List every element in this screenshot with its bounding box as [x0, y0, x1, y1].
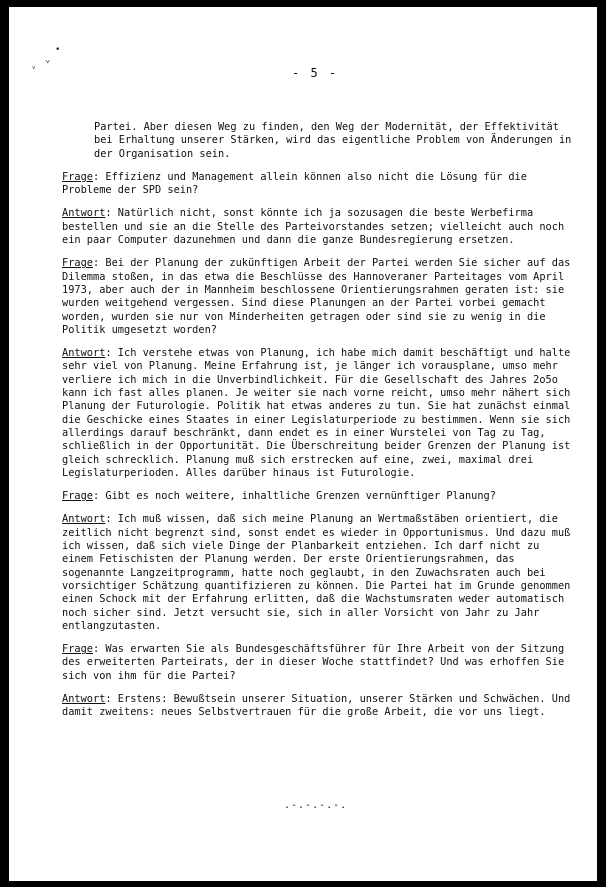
paragraph-text: Partei. Aber diesen Weg zu finden, den Weg der Modernität, der Effektivität bei Erhaltung unserer Stärken, wird das eigentliche Problem von Änderungen in der Organisation sein. — [94, 121, 572, 160]
speaker-label: Frage — [62, 643, 93, 656]
paragraph-text: : Ich verstehe etwas von Planung, ich habe mich damit beschäftigt und halte sehr viel von Planung. Meine Erfahrung ist, je länger ich vorausplane, umso mehr verliere ich mich in die Unverbindlichkeit. Für die Gesellschaft des Jahres 2o5o kann ich fast alles planen. Je weiter sie nach vorne reicht, umso mehr nähert sich Planung der Futurologie. Politik hat etwas anderes zu tun. Sie hat zunächst einmal die Geschicke eines Staates in einer Legislaturperiode zu bestimmen. Wenn sie sich allerdings darauf beschränkt, dann endet es in einer Wurstelei von Tag zu Tag, schließlich in der Opportunität. Die Überschreitung beider Grenzen der Planung ist gleich schrecklich. Planung muß sich erstrecken auf eine, zwei, maximal drei Legislaturperioden. Alles darüber hinaus ist Futurologie. — [62, 347, 571, 479]
margin-mark: ᵛ — [31, 65, 37, 75]
qa-block — [62, 490, 574, 503]
end-mark: .-.-.-.-. — [284, 800, 348, 811]
speaker-label: Antwort — [62, 692, 106, 705]
intro-paragraph — [62, 121, 574, 161]
speaker-label: Frage — [62, 490, 93, 503]
paragraph-text: : Ich muß wissen, daß sich meine Planung an Wertmaßstäben orientiert, die zeitlich nicht begrenzt sind, sonst endet es wieder in Opportunismus. Und dazu muß ich wissen, daß sich viele Dinge der Planbarkeit entziehen. Ich darf nicht zu einem Fetischisten der Planung werden. Der erste Orientierungsrahmen, das sogenannte Langzeitprogramm, hatte noch geglaubt, in den Zuwachsraten auch bei vorsichtiger Schätzung quantifizieren zu können. Die Partei hat im Grunde genommen einen Schock mit der Erfahrung erlitten, daß die Wachstumsraten weder automatisch noch sicher sind. Jetzt versucht sie, sich in aller Vorsicht von Jahr zu Jahr entlangzutasten. — [62, 513, 571, 632]
paragraph-text: : Gibt es noch weitere, inhaltliche Grenzen vernünftiger Planung? — [93, 490, 496, 503]
page-number: - 5 - — [292, 66, 339, 80]
qa-block — [62, 643, 574, 683]
speaker-label: Frage — [62, 170, 93, 183]
speaker-label: Antwort — [62, 207, 106, 220]
paragraph-text: : Effizienz und Management allein können also nicht die Lösung für die Probleme der SPD sein? — [62, 170, 527, 197]
qa-block — [62, 257, 574, 337]
paragraph-text: : Erstens: Bewußtsein unserer Situation, unserer Stärken und Schwächen. Und damit zweitens: neues Selbstvertrauen für die große Arbeit, die vor uns liegt. — [62, 692, 571, 719]
qa-block — [62, 207, 574, 247]
qa-block — [62, 171, 574, 198]
margin-mark: • — [55, 45, 61, 55]
qa-block — [62, 513, 574, 633]
margin-mark: ⌄ — [45, 55, 51, 65]
speaker-label: Antwort — [62, 513, 106, 526]
paragraph-text: : Was erwarten Sie als Bundesgeschäftsführer für Ihre Arbeit von der Sitzung des erweiterten Parteirats, der in dieser Woche stattfindet? Und was erhoffen Sie sich von ihm für die Partei? — [62, 643, 565, 682]
interview-text — [62, 121, 574, 730]
qa-block — [62, 693, 574, 720]
paragraph-text: : Natürlich nicht, sonst könnte ich ja sozusagen die beste Werbefirma bestellen und sie an die Stelle des Parteivorstandes setzen; vielleicht auch noch ein paar Computer dazunehmen und dann die ganze Bundesregierung ersetzen. — [62, 207, 565, 247]
margin-marks — [21, 45, 60, 75]
qa-block — [62, 347, 574, 480]
speaker-label: Frage — [62, 257, 93, 270]
paragraph-text: : Bei der Planung der zukünftigen Arbeit der Partei werden Sie sicher auf das Dilemma stoßen, in das etwa die Beschlüsse des Hannoveraner Parteitages vom April 1973, aber auch der in Mannheim beschlossene Orientierungsrahmen geraten ist: sie wurden weitgehend vergessen. Sind diese Planungen an der Partei vorbei gemacht worden, wurden sie nur von Minderheiten getragen oder sind sie zu wenig in die Politik umgesetzt worden? — [62, 257, 571, 336]
speaker-label: Antwort — [62, 347, 106, 360]
